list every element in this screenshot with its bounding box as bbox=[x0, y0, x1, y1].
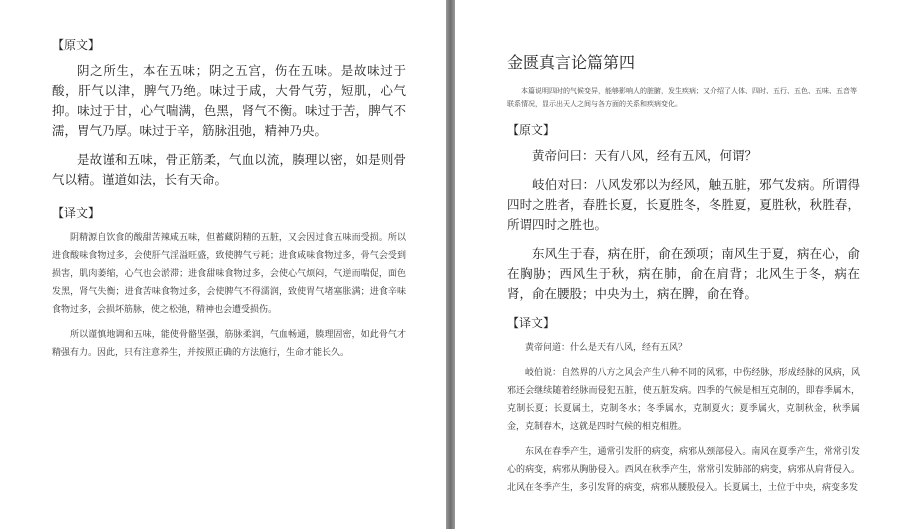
original-paragraph: 阴之所生，本在五味；阴之五宫，伤在五味。是故味过于酸，肝气以津，脾气乃绝。味过于咸，大骨气劳，短肌，心气抑。味过于甘，心气喘满，色黑，肾气不衡。味过于苦，脾气不濡，胃气乃厚。味过于辛，筋脉沮弛，精神乃央。 bbox=[52, 63, 406, 138]
original-paragraph: 岐伯对曰：八风发邪以为经风，触五脏，邪气发病。所谓得四时之胜者，春胜长夏，长夏胜冬，冬胜夏，夏胜秋，秋胜春，所谓四时之胜也。 bbox=[507, 177, 860, 232]
translation-paragraph: 东风在春季产生，通常引发肝的病变，病邪从颈部侵入。南风在夏季产生，常常引发心的病变，病邪从胸胁侵入。西风在秋季产生，常常引发肺部的病变，病邪从肩背侵入。北风在冬季产生，多引发肾的病变，病邪从腰股侵入。长夏属土，土位于中央，病变多发 bbox=[507, 447, 860, 493]
translation-heading: 【译文】 bbox=[52, 206, 101, 220]
translation-heading: 【译文】 bbox=[507, 316, 556, 330]
original-paragraph: 黄帝问曰：天有八风，经有五风，何谓？ bbox=[532, 148, 758, 163]
translation-paragraph: 所以谨慎地调和五味，能使骨骼坚强，筋脉柔润，气血畅通，腠理固密，如此骨气才精强有力。因此，只有注意养生，并按照正确的方法施行，生命才能长久。 bbox=[52, 330, 406, 358]
translation-paragraph: 阴精源自饮食的酸甜苦辣咸五味，但蓄藏阴精的五脏，又会因过食五味而受损。所以进食酸味食物过多，会使肝气淫溢旺盛，致使脾气亏耗；进食咸味食物过多，骨气会受到损害，肌肉萎缩，心气也会淤滞；进食甜味食物过多，会使心气烦闷，气逆而喘促，面色发黑，肾气失衡；进食苦味食物过多，会使脾气不得濡润，致使胃气堵塞胀满；进食辛味食物过多，会损坏筋脉，使之松弛，精神也会遭受损伤。 bbox=[52, 233, 406, 315]
translation-paragraph: 岐伯说：自然界的八方之风会产生八种不同的风邪，中伤经脉，形成经脉的风病，风邪还会继续随着经脉而侵犯五脏，使五脏发病。四季的气候是相互克制的，即春季属木，克制长夏；长夏属土，克制冬水；冬季属水，克制夏火；夏季属火，克制秋金，秋季属金，克制春木，这就是四时气候的相克相胜。 bbox=[507, 368, 860, 432]
original-text-heading: 【原文】 bbox=[507, 123, 556, 137]
translation-paragraph: 黄帝问道：什么是天有八风，经有五风？ bbox=[525, 343, 688, 353]
chapter-intro: 本篇说明四时的气候变异，能够影响人的脏腑，发生疾病；又介绍了人体、四时、五行、五色、五味、五音等联系情况，显示出天人之间与各方面的关系和疾病变化。 bbox=[507, 87, 857, 108]
original-paragraph: 东风生于春，病在肝，俞在颈项；南风生于夏，病在心，俞在胸胁；西风生于秋，病在肺，俞在肩背；北风生于冬，病在肾，俞在腰股；中央为土，病在脾，俞在脊。 bbox=[507, 246, 860, 301]
left-page bbox=[0, 0, 446, 529]
chapter-title: 金匮真言论篇第四 bbox=[507, 53, 636, 72]
original-paragraph: 是故谨和五味，骨正筋柔，气血以流，腠理以密，如是则骨气以精。谨道如法，长有天命。 bbox=[52, 152, 406, 187]
original-text-heading: 【原文】 bbox=[52, 38, 101, 52]
page-divider bbox=[446, 0, 455, 529]
right-page bbox=[455, 0, 900, 529]
